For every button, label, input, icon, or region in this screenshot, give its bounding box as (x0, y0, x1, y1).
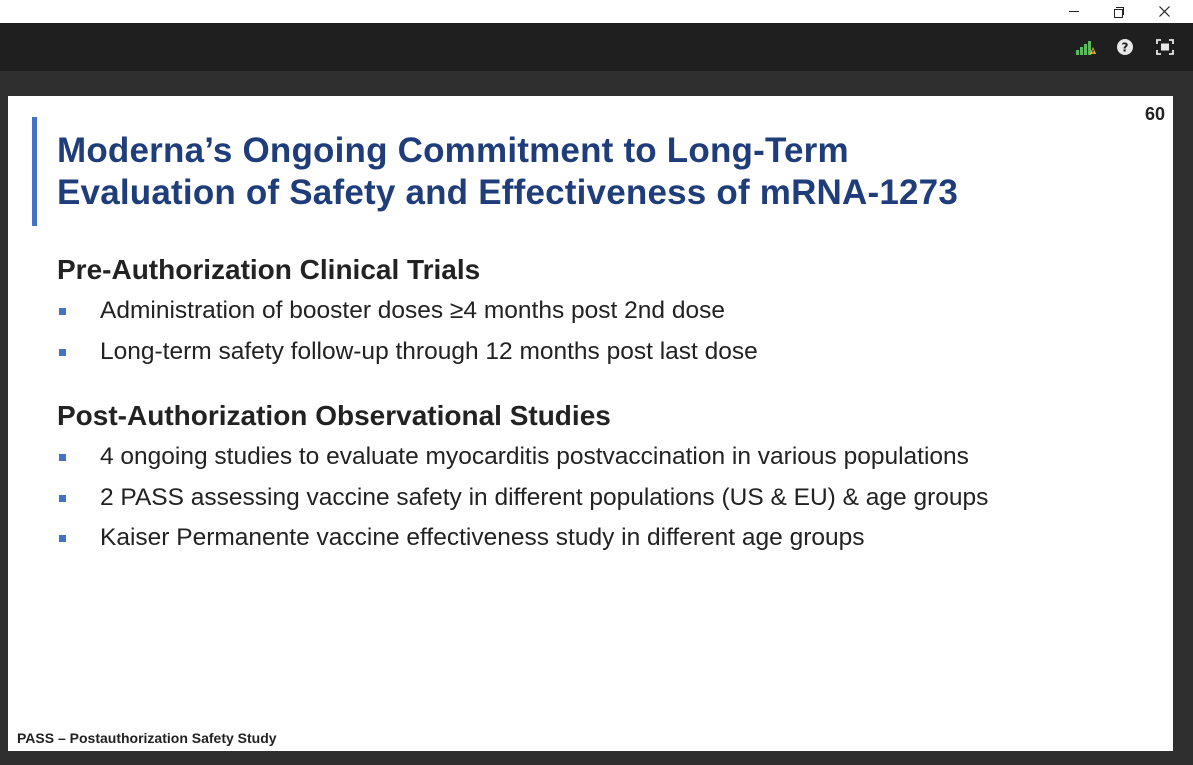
svg-text:?: ? (1121, 40, 1129, 55)
title-accent-bar (32, 117, 37, 226)
close-button[interactable] (1141, 0, 1187, 23)
signal-strength-icon (1076, 39, 1096, 55)
minimize-icon (1069, 11, 1079, 12)
bullet-text: 4 ongoing studies to evaluate myocarditis postvaccination in various populations (100, 443, 969, 470)
bullet-text: Kaiser Permanente vaccine effectiveness study in different age groups (100, 524, 865, 551)
slide-footnote: PASS – Postauthorization Safety Study (17, 730, 277, 746)
title-bar (0, 0, 1193, 23)
bullet-square-icon (59, 535, 66, 542)
bullet-text: 2 PASS assessing vaccine safety in different populations (US & EU) & age groups (100, 483, 989, 511)
close-icon (1159, 6, 1170, 17)
slide-title-line-2: Evaluation of Safety and Effectiveness of mRNA-1273 (57, 173, 959, 212)
bullet-text: Long-term safety follow-up through 12 months post last dose (100, 337, 758, 365)
bullet-square-icon (59, 454, 66, 461)
connection-status-button[interactable] (1076, 37, 1096, 57)
section-heading-post-authorization: Post-Authorization Observational Studies (57, 400, 611, 431)
slide-title (57, 130, 1137, 214)
presentation-slide (8, 96, 1173, 751)
help-icon (1116, 38, 1134, 56)
bullet-square-icon (59, 308, 66, 315)
help-button[interactable] (1115, 37, 1135, 57)
bullet-square-icon (59, 349, 66, 356)
meeting-toolbar (0, 23, 1193, 71)
bullet-square-icon (59, 495, 66, 502)
restore-button[interactable] (1096, 0, 1142, 23)
bullet-text: Administration of booster doses ≥4 months post 2nd dose (100, 297, 725, 324)
page-number: 60 (1144, 104, 1165, 124)
fullscreen-button[interactable] (1155, 37, 1175, 57)
slide-title-line-1: Moderna’s Ongoing Commitment to Long-Term (57, 131, 849, 170)
fullscreen-icon (1156, 39, 1174, 55)
restore-icon (1114, 7, 1124, 17)
minimize-button[interactable] (1051, 0, 1097, 23)
section-heading-pre-authorization: Pre-Authorization Clinical Trials (57, 254, 481, 285)
